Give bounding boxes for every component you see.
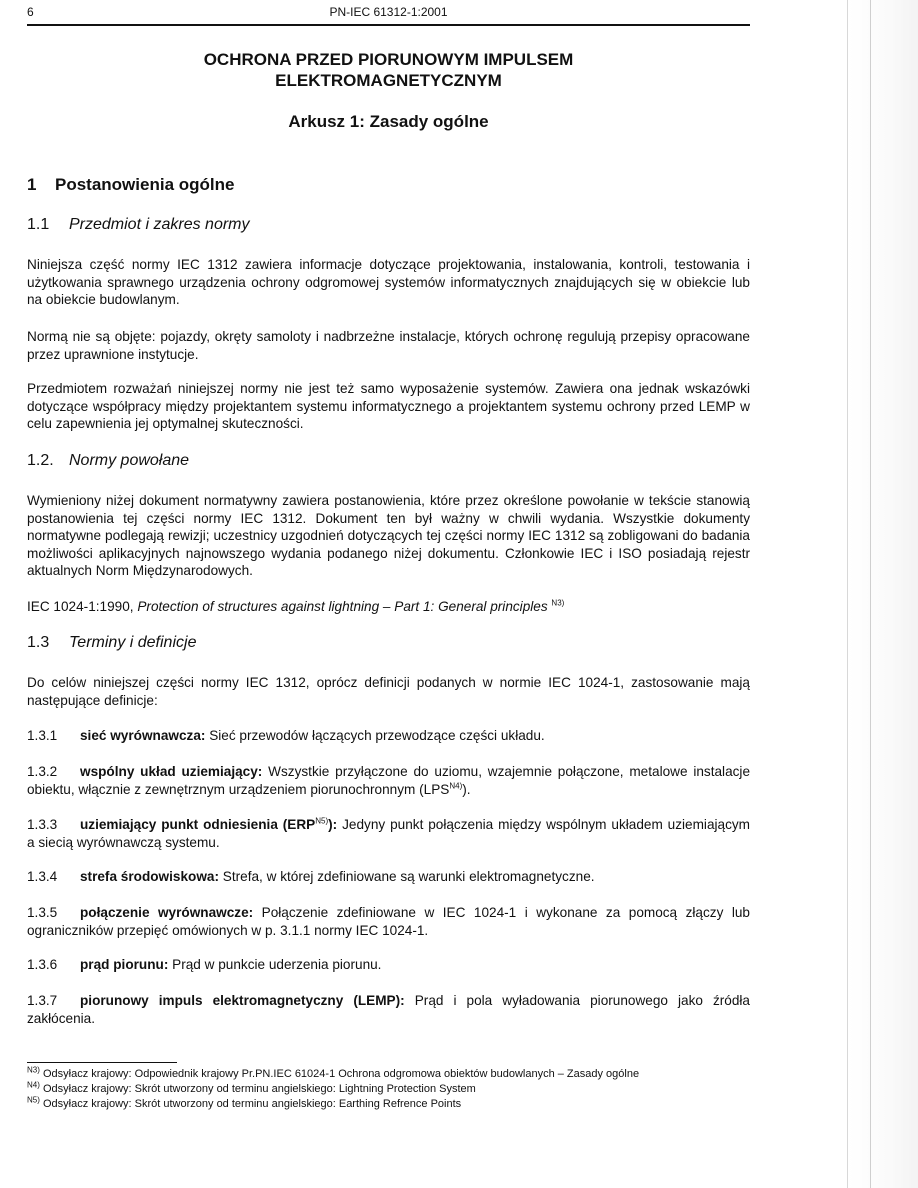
footnote-separator [27, 1062, 177, 1063]
document-title [27, 49, 750, 91]
section-1-3-title: Terminy i definicje [69, 634, 197, 651]
definition-text: Wszystkie przyłączone do uziomu, wzajemnie połączone, metalowe instalacje obiektu, włącznie z zewnętrznym urządzeniem piorunochronnym (LPS [27, 764, 751, 797]
page-header [27, 4, 750, 26]
page-number: 6 [27, 5, 34, 19]
paragraph-equipment: Przedmiotem rozważań niniejszej normy nie jest też samo wyposażenie systemów. Zawiera ona jednak wskazówki dotyczące współpracy między projektantem systemu informatycznego a projektantem systemu ochrony przed LEMP w celu zapewnienia jej optymalnej skuteczności. [27, 381, 750, 431]
definition-term: strefa środowiskowa: [80, 869, 219, 884]
section-1-2-title: Normy powołane [69, 452, 190, 469]
footnote-ref-n3: N3) [551, 598, 565, 608]
reference-title: Protection of structures against lightning – Part 1: General principles [137, 599, 548, 614]
definition-term: prąd piorunu: [80, 957, 169, 972]
reference-iec-1024-1 [27, 598, 750, 616]
section-1-number: 1 [27, 175, 37, 194]
definition-text-end: ). [462, 781, 471, 797]
section-1-1-heading [27, 216, 250, 234]
definition-1-3-6 [27, 956, 750, 974]
definition-number: 1.3.4 [27, 869, 58, 884]
footnote-n4 [27, 1080, 750, 1096]
section-1-title: Postanowienia ogólne [55, 175, 235, 194]
definition-term-end: ): [328, 817, 338, 832]
section-1-3-heading [27, 634, 196, 652]
footnote-text: Odsyłacz krajowy: Skrót utworzony od terminu angielskiego: Earthing Refrence Points [42, 1098, 462, 1110]
definition-number: 1.3.3 [27, 817, 58, 832]
reference-code: IEC 1024-1:1990, [27, 599, 134, 614]
section-1-2-number: 1.2. [27, 452, 54, 469]
section-1-heading [27, 175, 234, 195]
definition-term: uziemiający punkt odniesienia (ERP [80, 817, 316, 832]
paragraph-definitions-intro: Do celów niniejszej części normy IEC 1312, oprócz definicji podanych w normie IEC 1024-1, zastosowanie mają następujące definicje: [27, 675, 750, 708]
definition-term: sieć wyrównawcza: [80, 728, 206, 743]
paragraph-normative-references: Wymieniony niżej dokument normatywny zawiera postanowienia, które przez określone powołanie w tekście stanowią postanowienia tej części normy IEC 1312. Dokument ten był ważny w chwili wydania. Wszystkie dokumenty normatywne podlegają rewizji; uczestnicy uzgodnień dotyczących tej części normy IEC 1312 są zobligowani do badania możliwości aplikacyjnych najnowszego wydania podanego niżej dokumentu. Członkowie IEC i ISO posiadają rejestr aktualnych Norm Międzynarodowych. [27, 493, 750, 578]
definition-text: Sieć przewodów łączących przewodzące części układu. [209, 728, 545, 743]
section-1-1-title: Przedmiot i zakres normy [69, 216, 250, 233]
definition-text: Strefa, w której zdefiniowane są warunki elektromagnetyczne. [222, 869, 595, 884]
definition-text: Jedyny punkt połączenia między wspólnym układem uziemiającym a siecią wyrównawczą systemu. [27, 817, 751, 850]
footnote-n5 [27, 1095, 750, 1111]
footnote-mark: N3) [27, 1065, 40, 1075]
definition-number: 1.3.1 [27, 728, 58, 743]
footnote-text: Odsyłacz krajowy: Odpowiednik krajowy Pr.PN.IEC 61024-1 Ochrona odgromowa obiektów budowlanych – Zasady ogólne [42, 1068, 640, 1080]
footnote-mark: N4) [27, 1080, 40, 1090]
definition-number: 1.3.7 [27, 993, 58, 1008]
definition-text: Prąd i pola wyładowania piorunowego jako źródła zakłócenia. [27, 993, 750, 1026]
definition-text: Połączenie zdefiniowane w IEC 1024-1 i wykonane za pomocą złączy lub ograniczników przepięć omówionych w p. 3.1.1 normy IEC 1024-1. [27, 905, 750, 938]
definition-term: wspólny układ uziemiający: [80, 764, 263, 779]
definition-1-3-7 [27, 992, 750, 1027]
footnote-ref-n5: N5) [315, 816, 329, 826]
section-1-3-number: 1.3 [27, 634, 50, 651]
definition-term: połączenie wyrównawcze: [80, 905, 254, 920]
definition-1-3-3 [27, 816, 750, 851]
paragraph-scope: Niniejsza część normy IEC 1312 zawiera informacje dotyczące projektowania, instalowania, kontroli, testowania i użytkowania sprawnego urządzenia ochrony odgromowej systemów informatycznych znajdujących się w obiekcie lub na obiekcie budowlanym. [27, 257, 750, 307]
paragraph-exclusions: Normą nie są objęte: pojazdy, okręty samoloty i nadbrzeżne instalacje, których ochronę regulują przepisy opracowane przez uprawnione instytucje. [27, 329, 750, 362]
footnote-mark: N5) [27, 1095, 40, 1105]
footnote-n3 [27, 1065, 750, 1081]
scan-edge-line [870, 0, 871, 1188]
footnote-text: Odsyłacz krajowy: Skrót utworzony od terminu angielskiego: Lightning Protection System [42, 1083, 476, 1095]
definition-1-3-4 [27, 868, 750, 886]
document-subtitle: Arkusz 1: Zasady ogólne [288, 112, 489, 131]
document-code: PN-IEC 61312-1:2001 [329, 5, 448, 19]
title-line-2: ELEKTROMAGNETYCZNYM [275, 71, 502, 90]
definition-number: 1.3.6 [27, 957, 58, 972]
definition-1-3-5 [27, 904, 750, 939]
definition-term: piorunowy impuls elektromagnetyczny (LEMP): [80, 993, 405, 1008]
footnote-ref-n4: N4) [449, 780, 463, 790]
scan-edge-margin [847, 0, 918, 1188]
definition-number: 1.3.2 [27, 764, 58, 779]
definition-number: 1.3.5 [27, 905, 58, 920]
definition-1-3-2 [27, 763, 750, 798]
section-1-2-heading [27, 452, 189, 470]
section-1-1-number: 1.1 [27, 216, 50, 233]
title-line-1: OCHRONA PRZED PIORUNOWYM IMPULSEM [203, 50, 574, 69]
definition-1-3-1 [27, 727, 750, 745]
definition-text: Prąd w punkcie uderzenia piorunu. [172, 957, 382, 972]
